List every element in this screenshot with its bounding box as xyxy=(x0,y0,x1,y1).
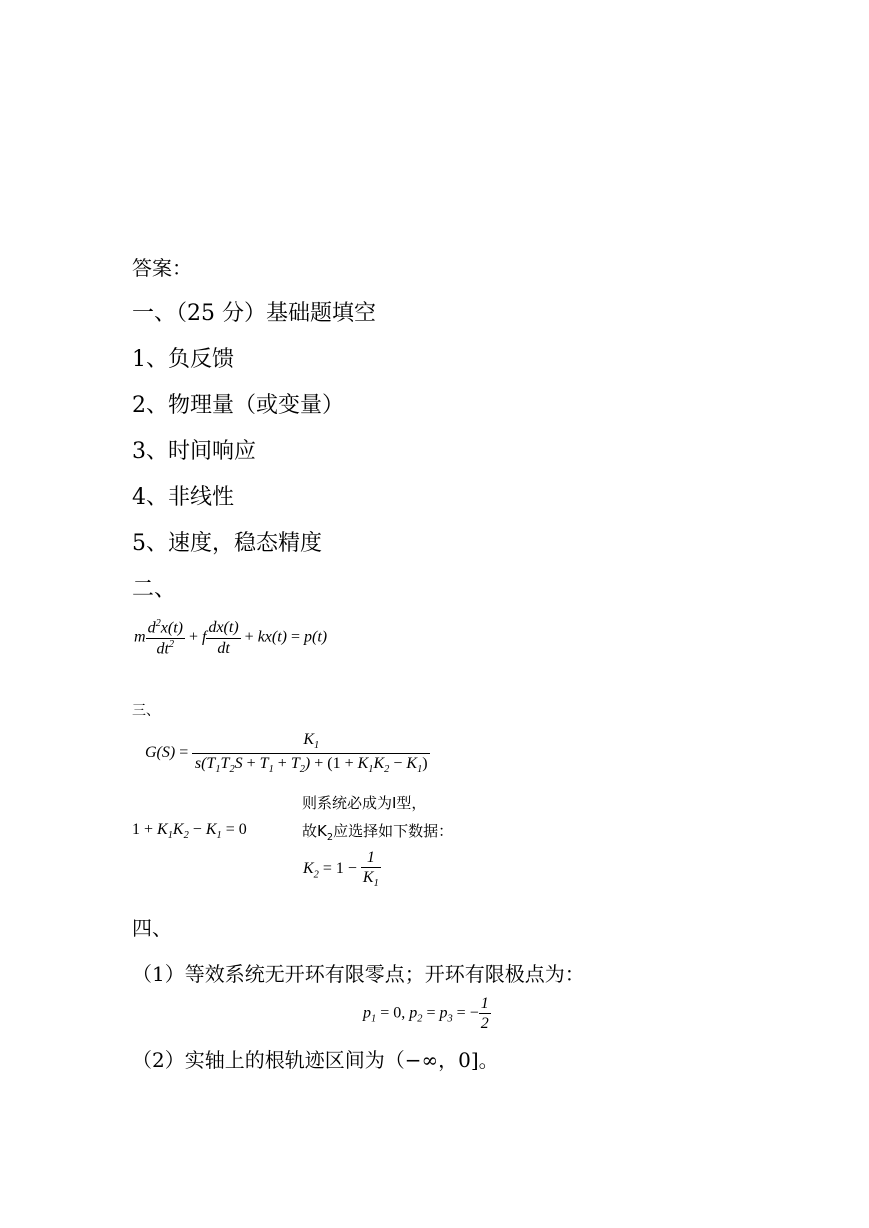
list-item: 5、速度，稳态精度 xyxy=(132,531,322,556)
equation-dynamics: m $\frac{d^2x(t)}{dt^2}$ + f $\frac{dx(t)}{dt}$ + kx(t) = p(t) xyxy=(134,618,328,657)
section4-label: 四、 xyxy=(132,916,172,940)
list-item: 2、物理量（或变量） xyxy=(132,393,344,418)
section4-item2: （2）实轴上的根轨迹区间为（−∞，0]。 xyxy=(132,1048,499,1072)
list-item: 4、非线性 xyxy=(132,485,234,510)
answer-heading: 答案： xyxy=(132,256,192,280)
list-item: 3、时间响应 xyxy=(132,439,256,464)
note-choose-k2: 故$K_2$应选择如下数据： xyxy=(302,822,454,843)
equation-transfer-function: G(S) = $\frac{K_1}{s(T_1T_2S + T_1 + T_2) + (1 + K_1K_2 - K_1)}$ xyxy=(145,730,430,776)
section2-label: 二、 xyxy=(132,577,177,602)
section4-item1: （1）等效系统无开环有限零点；开环有限极点为： xyxy=(132,962,585,986)
section1-title: 一、（25 分）基础题填空 xyxy=(132,301,376,326)
list-item: 1、负反馈 xyxy=(132,347,234,372)
section3-label: 三、 xyxy=(132,703,160,719)
note-type-one: 则系统必成为I型， xyxy=(302,794,427,812)
equation-poles: $p_1 = 0$, $p_2 = p_3$ = − $\frac{1}{2}$ xyxy=(363,995,489,1033)
equation-k2: $K_2 = 1$ − $\frac{1}{K_1}$ xyxy=(303,849,379,890)
equation-condition: $1 + K_1K_2 - K_1 = 0$ xyxy=(132,821,247,842)
